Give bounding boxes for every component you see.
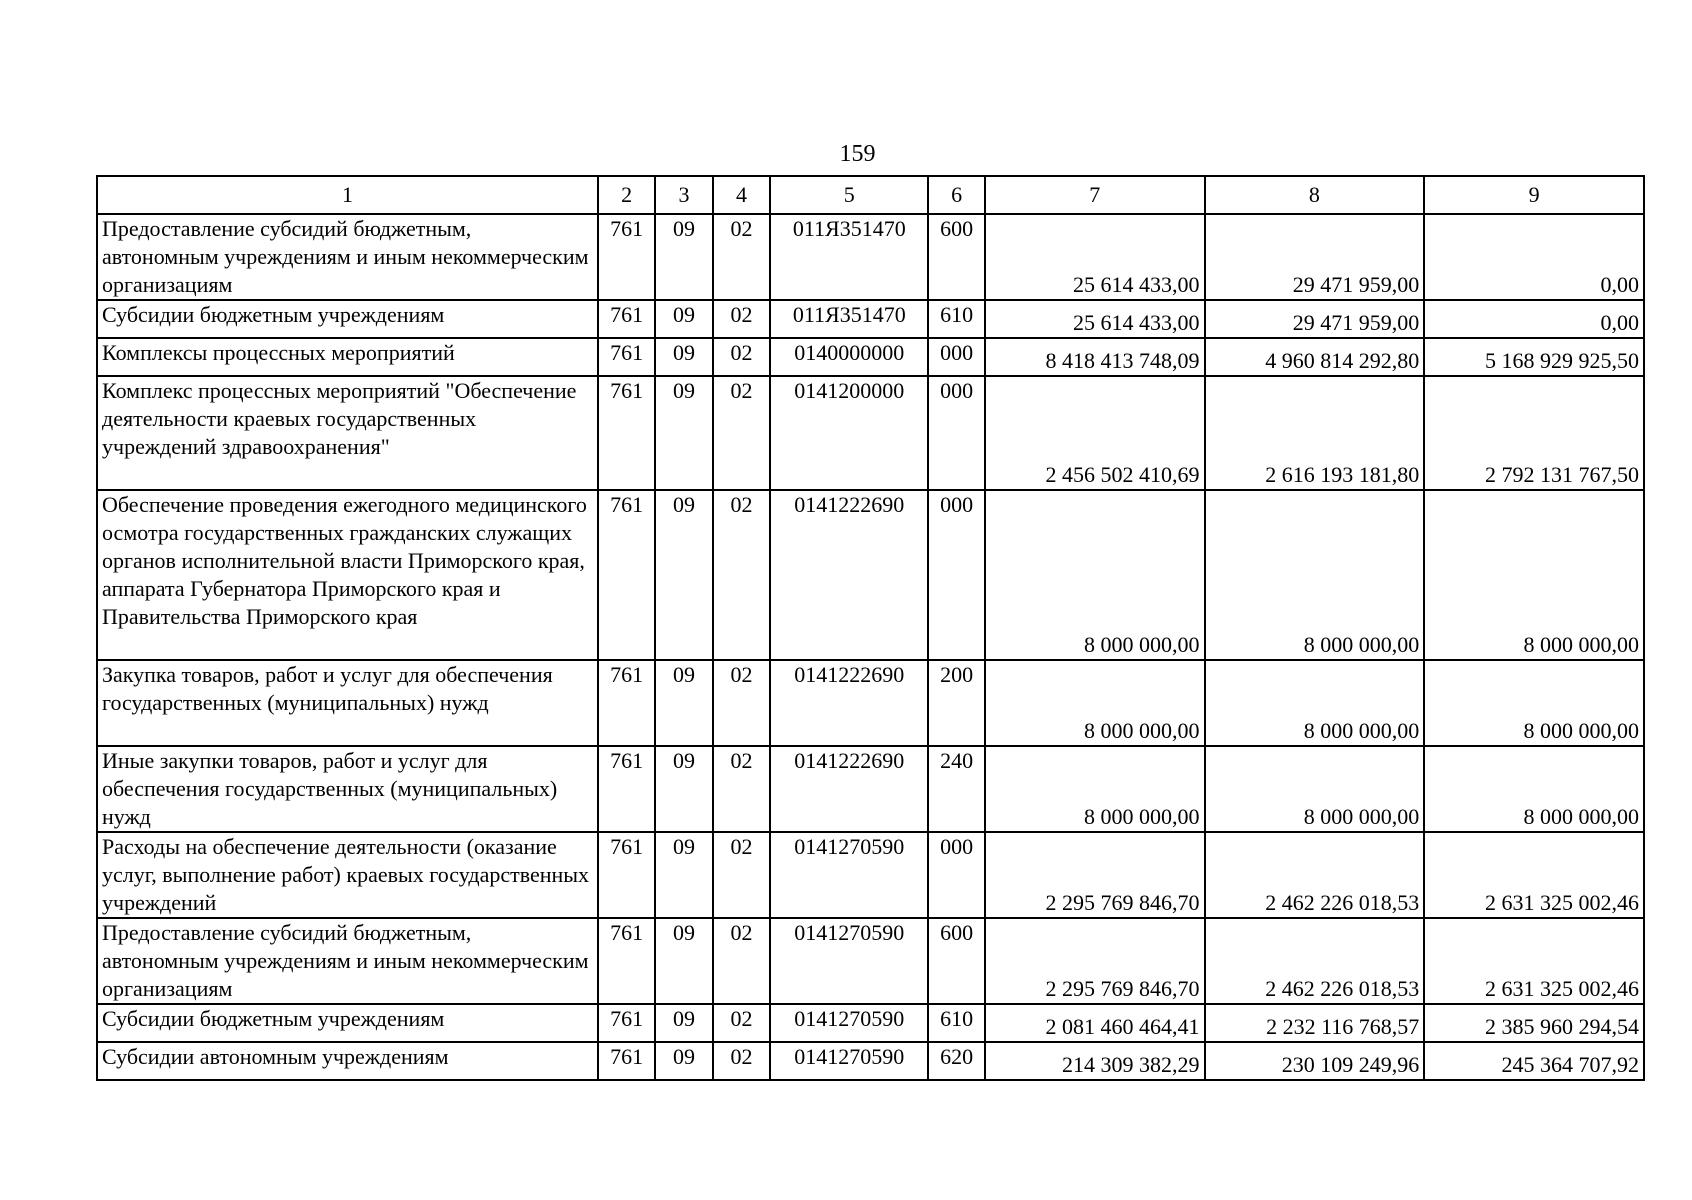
row-code-5: 011Я351470 <box>770 214 928 300</box>
row-amount-9: 5 168 929 925,50 <box>1424 338 1644 376</box>
row-name: Расходы на обеспечение деятельности (оказание услуг, выполнение работ) краевых государственных учреждений <box>97 832 598 918</box>
row-code-3: 09 <box>655 918 712 1004</box>
header-cell: 7 <box>985 176 1205 214</box>
row-code-2: 761 <box>598 746 655 832</box>
table-row <box>97 832 1644 918</box>
table-row <box>97 490 1644 660</box>
row-amount-8: 2 462 226 018,53 <box>1205 832 1425 918</box>
row-name: Иные закупки товаров, работ и услуг для обеспечения государственных (муниципальных) нужд <box>97 746 598 832</box>
table-row <box>97 746 1644 832</box>
row-code-2: 761 <box>598 918 655 1004</box>
table-row <box>97 338 1644 376</box>
row-amount-9: 245 364 707,92 <box>1424 1042 1644 1080</box>
row-code-6: 600 <box>928 918 984 1004</box>
table-row <box>97 1042 1644 1080</box>
row-code-4: 02 <box>713 746 770 832</box>
table-row <box>97 300 1644 338</box>
row-amount-7: 214 309 382,29 <box>985 1042 1205 1080</box>
row-code-2: 761 <box>598 1042 655 1080</box>
row-code-4: 02 <box>713 832 770 918</box>
row-code-5: 0141270590 <box>770 1004 928 1042</box>
header-cell: 8 <box>1205 176 1425 214</box>
row-name: Закупка товаров, работ и услуг для обеспечения государственных (муниципальных) нужд <box>97 660 598 746</box>
row-code-2: 761 <box>598 376 655 490</box>
header-cell: 3 <box>655 176 712 214</box>
table-row <box>97 376 1644 490</box>
row-amount-7: 25 614 433,00 <box>985 214 1205 300</box>
row-code-6: 240 <box>928 746 984 832</box>
row-code-5: 0141270590 <box>770 1042 928 1080</box>
row-code-3: 09 <box>655 1004 712 1042</box>
page-number: 159 <box>839 141 876 167</box>
row-amount-7: 8 000 000,00 <box>985 660 1205 746</box>
row-code-2: 761 <box>598 300 655 338</box>
row-code-3: 09 <box>655 660 712 746</box>
row-name: Комплексы процессных мероприятий <box>97 338 598 376</box>
row-amount-8: 2 232 116 768,57 <box>1205 1004 1425 1042</box>
row-amount-9: 2 631 325 002,46 <box>1424 832 1644 918</box>
row-amount-7: 8 000 000,00 <box>985 490 1205 660</box>
row-amount-7: 8 418 413 748,09 <box>985 338 1205 376</box>
row-code-2: 761 <box>598 1004 655 1042</box>
row-code-6: 000 <box>928 832 984 918</box>
header-cell: 6 <box>928 176 984 214</box>
row-code-2: 761 <box>598 490 655 660</box>
row-name: Предоставление субсидий бюджетным, автономным учреждениям и иным некоммерческим организациям <box>97 214 598 300</box>
header-cell: 9 <box>1424 176 1644 214</box>
row-amount-9: 0,00 <box>1424 300 1644 338</box>
row-amount-9: 0,00 <box>1424 214 1644 300</box>
row-amount-8: 29 471 959,00 <box>1205 214 1425 300</box>
row-amount-9: 2 792 131 767,50 <box>1424 376 1644 490</box>
row-amount-8: 29 471 959,00 <box>1205 300 1425 338</box>
row-code-6: 610 <box>928 1004 984 1042</box>
row-code-4: 02 <box>713 214 770 300</box>
row-amount-8: 8 000 000,00 <box>1205 746 1425 832</box>
header-cell: 2 <box>598 176 655 214</box>
row-name: Обеспечение проведения ежегодного медицинского осмотра государственных гражданских служащих органов исполнительной власти Приморского края, аппарата Губернатора Приморского края и Правительства Приморского края <box>97 490 598 660</box>
row-code-5: 011Я351470 <box>770 300 928 338</box>
row-code-6: 600 <box>928 214 984 300</box>
row-name: Субсидии автономным учреждениям <box>97 1042 598 1080</box>
header-cell: 1 <box>97 176 598 214</box>
row-amount-7: 2 456 502 410,69 <box>985 376 1205 490</box>
row-code-6: 620 <box>928 1042 984 1080</box>
row-amount-7: 2 295 769 846,70 <box>985 832 1205 918</box>
row-amount-8: 8 000 000,00 <box>1205 660 1425 746</box>
row-code-5: 0141200000 <box>770 376 928 490</box>
row-amount-9: 8 000 000,00 <box>1424 746 1644 832</box>
row-code-4: 02 <box>713 918 770 1004</box>
row-code-3: 09 <box>655 338 712 376</box>
row-amount-7: 8 000 000,00 <box>985 746 1205 832</box>
row-code-5: 0140000000 <box>770 338 928 376</box>
row-amount-7: 25 614 433,00 <box>985 300 1205 338</box>
row-code-6: 200 <box>928 660 984 746</box>
row-amount-9: 2 385 960 294,54 <box>1424 1004 1644 1042</box>
row-code-2: 761 <box>598 660 655 746</box>
row-code-4: 02 <box>713 338 770 376</box>
row-amount-8: 230 109 249,96 <box>1205 1042 1425 1080</box>
row-code-6: 000 <box>928 490 984 660</box>
table-row <box>97 1004 1644 1042</box>
row-amount-7: 2 295 769 846,70 <box>985 918 1205 1004</box>
table-row <box>97 660 1644 746</box>
row-code-5: 0141222690 <box>770 660 928 746</box>
row-code-5: 0141222690 <box>770 746 928 832</box>
row-code-3: 09 <box>655 300 712 338</box>
table-row <box>97 214 1644 300</box>
row-name: Субсидии бюджетным учреждениям <box>97 300 598 338</box>
row-code-3: 09 <box>655 746 712 832</box>
row-amount-8: 2 462 226 018,53 <box>1205 918 1425 1004</box>
row-code-6: 000 <box>928 338 984 376</box>
budget-table <box>96 175 1645 1081</box>
row-amount-9: 8 000 000,00 <box>1424 660 1644 746</box>
row-code-4: 02 <box>713 1004 770 1042</box>
row-code-3: 09 <box>655 832 712 918</box>
row-name: Предоставление субсидий бюджетным, автономным учреждениям и иным некоммерческим организациям <box>97 918 598 1004</box>
table-row <box>97 918 1644 1004</box>
row-code-4: 02 <box>713 660 770 746</box>
header-cell: 5 <box>770 176 928 214</box>
row-code-3: 09 <box>655 490 712 660</box>
table-header-row <box>97 176 1644 214</box>
row-code-4: 02 <box>713 300 770 338</box>
row-code-3: 09 <box>655 1042 712 1080</box>
row-amount-8: 8 000 000,00 <box>1205 490 1425 660</box>
row-code-5: 0141270590 <box>770 832 928 918</box>
row-code-4: 02 <box>713 1042 770 1080</box>
row-code-6: 000 <box>928 376 984 490</box>
row-amount-8: 2 616 193 181,80 <box>1205 376 1425 490</box>
row-amount-9: 2 631 325 002,46 <box>1424 918 1644 1004</box>
row-code-3: 09 <box>655 214 712 300</box>
row-amount-7: 2 081 460 464,41 <box>985 1004 1205 1042</box>
row-code-2: 761 <box>598 338 655 376</box>
row-amount-9: 8 000 000,00 <box>1424 490 1644 660</box>
row-code-2: 761 <box>598 832 655 918</box>
row-name: Комплекс процессных мероприятий "Обеспечение деятельности краевых государственных учреждений здравоохранения" <box>97 376 598 490</box>
row-code-5: 0141270590 <box>770 918 928 1004</box>
row-code-4: 02 <box>713 376 770 490</box>
row-code-3: 09 <box>655 376 712 490</box>
row-amount-8: 4 960 814 292,80 <box>1205 338 1425 376</box>
header-cell: 4 <box>713 176 770 214</box>
row-name: Субсидии бюджетным учреждениям <box>97 1004 598 1042</box>
row-code-4: 02 <box>713 490 770 660</box>
row-code-5: 0141222690 <box>770 490 928 660</box>
row-code-6: 610 <box>928 300 984 338</box>
row-code-2: 761 <box>598 214 655 300</box>
